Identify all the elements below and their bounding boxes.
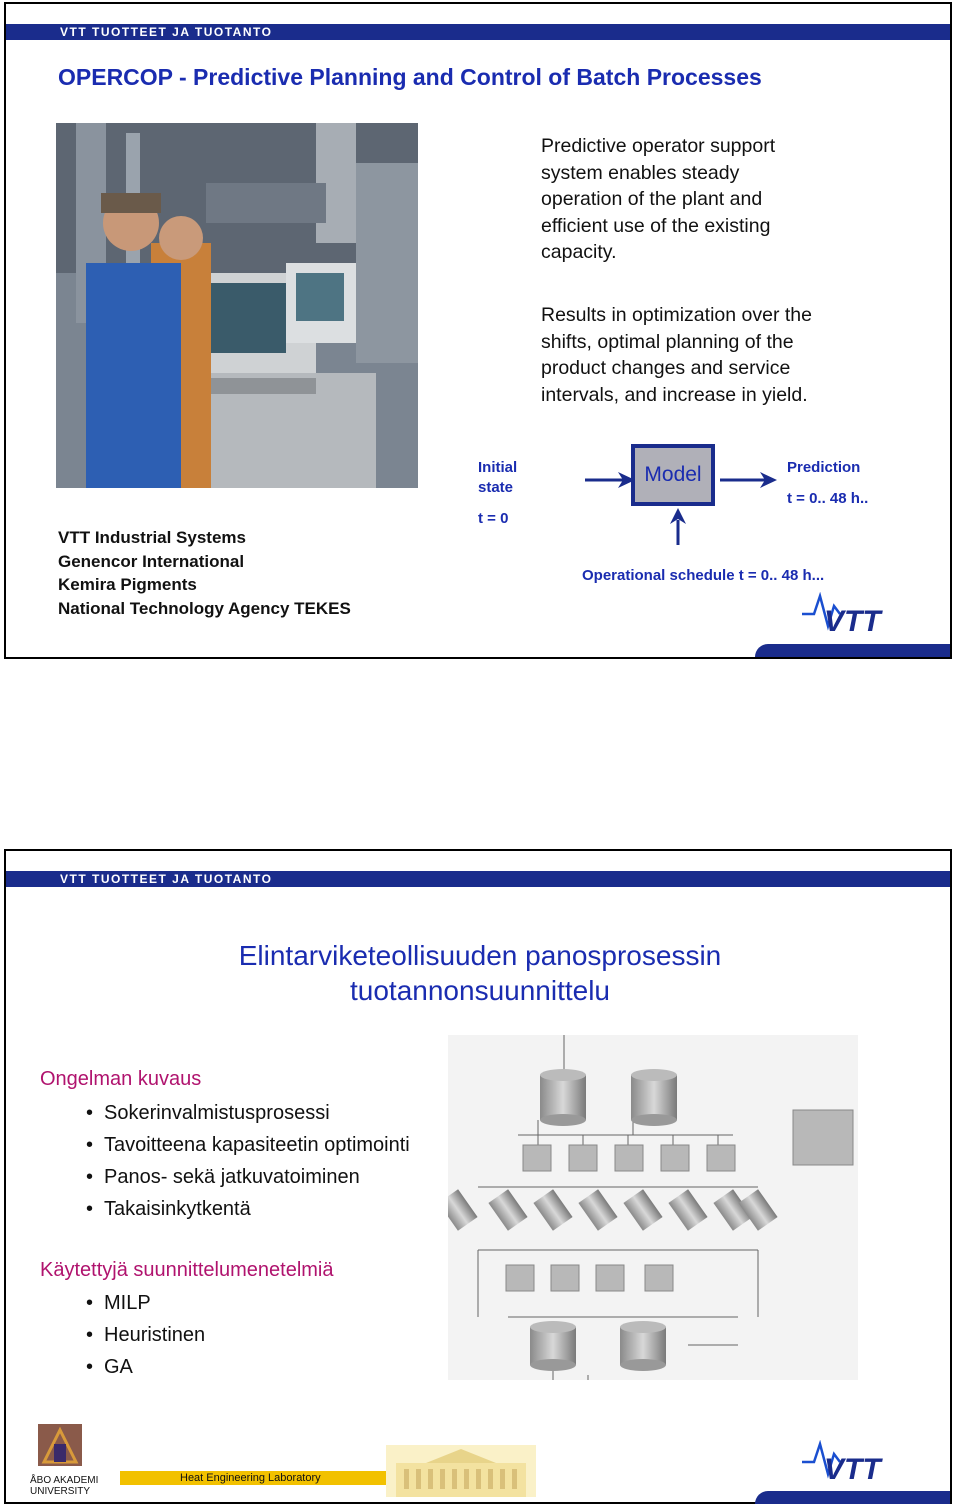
list-item: • Sokerinvalmistusprosessi [86,1102,330,1124]
t0-label: t = 0 [478,510,509,527]
list-item: • Tavoitteena kapasiteetin optimointi [86,1134,410,1156]
prediction-range: t = 0.. 48 h.. [787,490,869,507]
initial-state-label [478,458,517,498]
para1-line: system enables steady [541,161,740,184]
list-item: • MILP [86,1292,151,1314]
item-text: Takaisinkytkentä [104,1198,251,1220]
side-unit [793,1110,853,1165]
uni-line: ÅBO AKADEMI [30,1475,99,1486]
item-text: GA [104,1356,133,1378]
partner-item: National Technology Agency TEKES [58,598,351,618]
list-item: • Panos- sekä jatkuvatoiminen [86,1166,360,1188]
header-bar [6,24,950,40]
para1-line: operation of the plant and [541,188,763,210]
section-problem: Ongelman kuvaus [40,1068,202,1090]
para2-line: shifts, optimal planning of the [541,330,794,353]
schedule-label: Operational schedule t = 0.. 48 h... [582,567,825,584]
problem-list [86,1097,410,1225]
footer-bar [755,644,950,657]
list-item: • Takaisinkytkentä [86,1198,251,1220]
input-arrow [585,472,635,488]
para1-line: capacity. [541,241,617,263]
partner-item: Genencor International [58,551,245,571]
plant-operators-photo [56,123,418,488]
item-text: Tavoitteena kapasiteetin optimointi [104,1134,410,1156]
footer-bar [755,1491,950,1504]
header-text: VTT TUOTTEET JA TUOTANTO [60,25,273,39]
diagram-arrows [580,460,780,550]
header-text: VTT TUOTTEET JA TUOTANTO [60,872,273,886]
initial-label-line: state [478,479,514,496]
model-box: Model [631,444,715,506]
abo-akademi-text [30,1475,100,1497]
output-arrow [720,472,777,488]
para2-line: Results in optimization over the [541,304,812,326]
vtt-logo-text: VTT [824,605,881,634]
para1-line: Predictive operator support [541,135,776,157]
partner-item: Kemira Pigments [58,575,197,594]
prediction-label: Prediction [787,459,861,476]
para2-line: intervals, and increase in yield. [541,383,808,406]
building-photo-icon [386,1445,536,1497]
partner-item: VTT Industrial Systems [58,528,246,547]
footer-lab-text: Heat Engineering Laboratory [180,1472,321,1484]
item-text: Heuristinen [104,1324,206,1346]
slide1-title: OPERCOP - Predictive Planning and Control of Batch Processes [58,64,762,90]
vtt-logo-icon [800,592,910,634]
header-bar [6,871,950,887]
list-item: • Heuristinen [86,1324,206,1346]
partner-list [58,526,351,620]
item-text: Sokerinvalmistusprosessi [104,1102,330,1124]
schedule-arrow [670,508,686,545]
item-text: Panos- sekä jatkuvatoiminen [104,1166,360,1188]
vtt-logo-text: VTT [824,1453,881,1482]
methods-list [86,1287,205,1383]
vtt-logo-icon [800,1440,910,1482]
title-line: Elintarviketeollisuuden panosprosessin [238,940,722,971]
uni-line: UNIVERSITY [30,1486,91,1497]
title-line: tuotannonsuunnittelu [350,975,610,1006]
abo-akademi-logo-icon [30,1422,100,1497]
para2-line: product changes and service [541,357,791,379]
section-methods: Käytettyjä suunnittelumenetelmiä [40,1259,334,1281]
slide2-title [0,938,960,1008]
paragraph-support [541,133,871,266]
list-item: • GA [86,1356,133,1378]
item-text: MILP [104,1292,151,1314]
paragraph-results [541,302,871,408]
para1-line: efficient use of the existing [541,214,771,237]
initial-label-line: Initial [478,459,518,476]
process-flow-diagram [448,1035,858,1380]
